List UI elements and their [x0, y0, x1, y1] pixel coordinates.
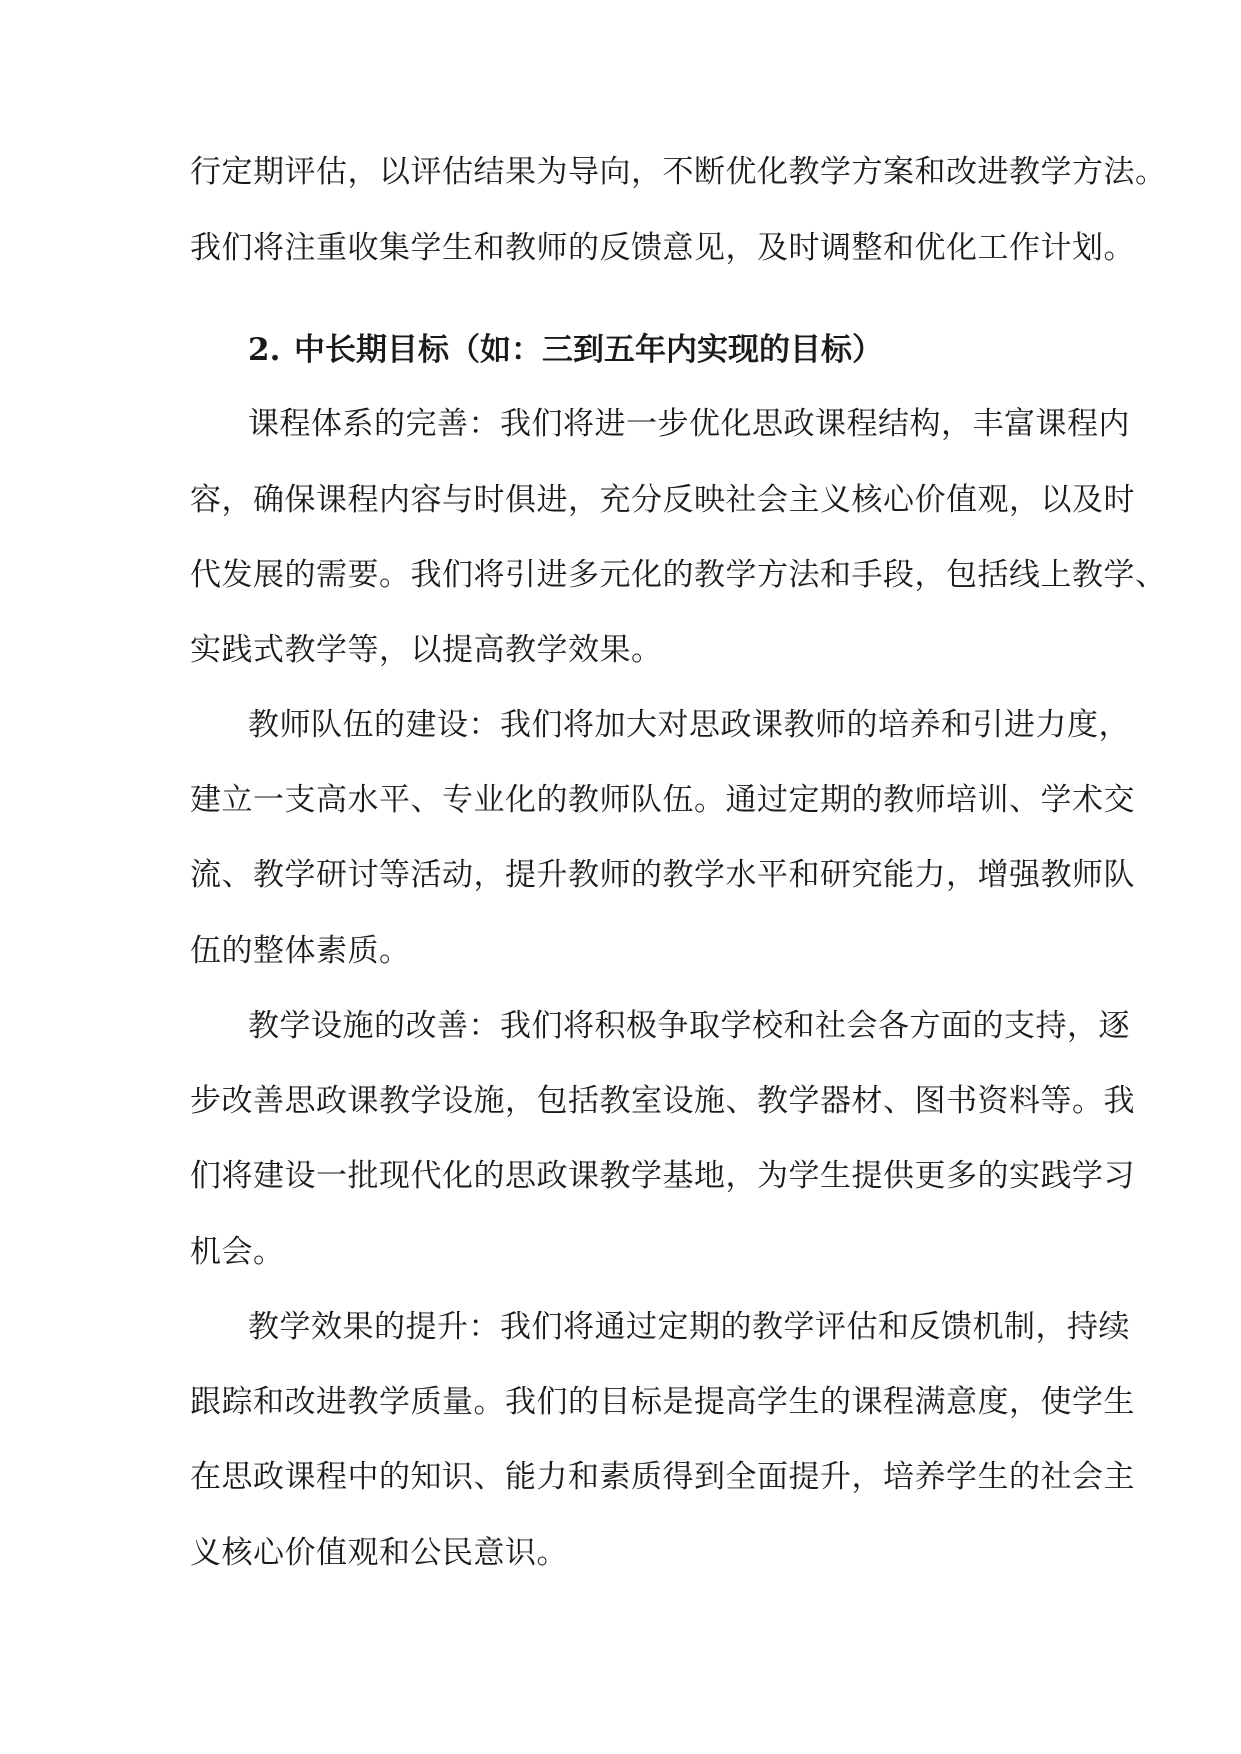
- section-heading: [248, 330, 1060, 370]
- paragraph-line: 我们将注重收集学生和教师的反馈意见，及时调整和优化工作计划。: [190, 230, 1135, 266]
- paragraph-line: 步改善思政课教学设施，包括教室设施、教学器材、图书资料等。我: [190, 1083, 1135, 1119]
- paragraph-line: 机会。: [190, 1234, 285, 1270]
- paragraph-line: 们将建设一批现代化的思政课教学基地，为学生提供更多的实践学习: [190, 1158, 1135, 1194]
- paragraph-line: 跟踪和改进教学质量。我们的目标是提高学生的课程满意度，使学生: [190, 1384, 1135, 1420]
- paragraph-line: 教学效果的提升：我们将通过定期的教学评估和反馈机制，持续: [248, 1309, 1130, 1345]
- paragraph-line: 义核心价值观和公民意识。: [190, 1535, 568, 1571]
- paragraph-line: 代发展的需要。我们将引进多元化的教学方法和手段，包括线上教学、: [190, 557, 1167, 593]
- paragraph-line: 行定期评估，以评估结果为导向，不断优化教学方案和改进教学方法。: [190, 154, 1167, 190]
- paragraph-line: 课程体系的完善：我们将进一步优化思政课程结构，丰富课程内: [248, 406, 1130, 442]
- paragraph-line: 流、教学研讨等活动，提升教师的教学水平和研究能力，增强教师队: [190, 857, 1135, 893]
- paragraph-line: 教师队伍的建设：我们将加大对思政课教师的培养和引进力度，: [248, 707, 1130, 743]
- paragraph-line: 建立一支高水平、专业化的教师队伍。通过定期的教师培训、学术交: [190, 782, 1135, 818]
- section-title: 中长期目标（如：三到五年内实现的目标）: [294, 332, 883, 368]
- paragraph-line: 容，确保课程内容与时俱进，充分反映社会主义核心价值观，以及时: [190, 482, 1135, 518]
- paragraph-line: 教学设施的改善：我们将积极争取学校和社会各方面的支持，逐: [248, 1008, 1130, 1044]
- paragraph-line: 实践式教学等，以提高教学效果。: [190, 632, 663, 668]
- paragraph-line: 伍的整体素质。: [190, 933, 411, 969]
- section-number: 2.: [248, 332, 281, 368]
- paragraph-line: 在思政课程中的知识、能力和素质得到全面提升，培养学生的社会主: [190, 1459, 1135, 1495]
